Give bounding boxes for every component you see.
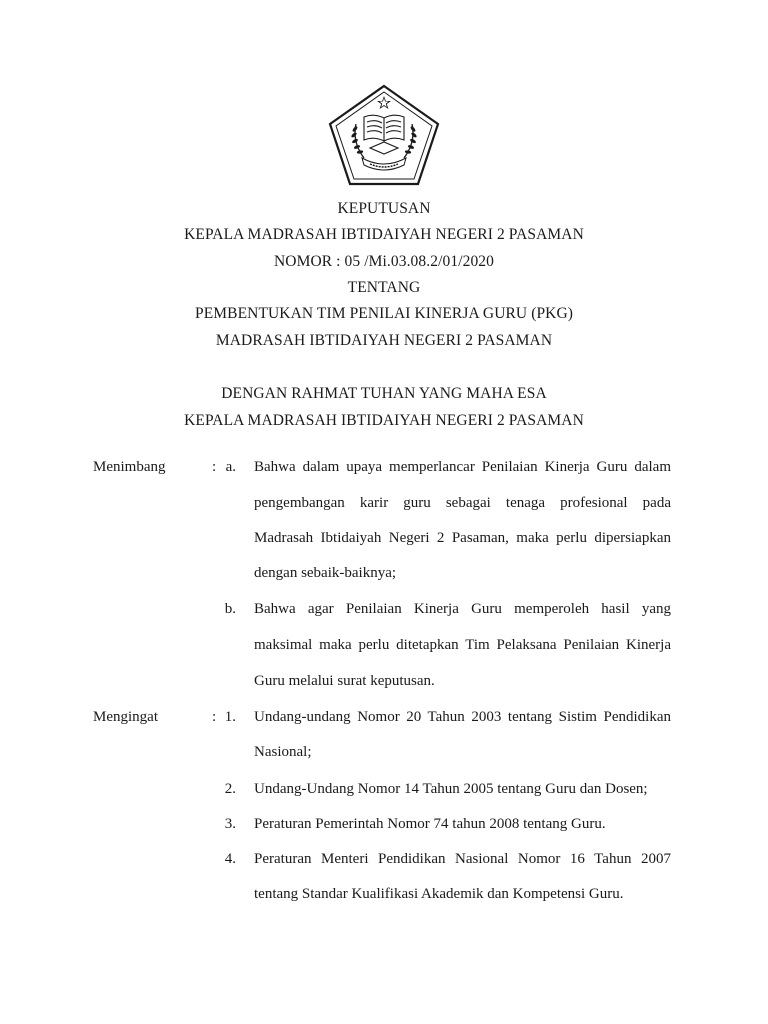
menimbang-label: Menimbang [93, 459, 166, 475]
mengingat-marker-3: 3. [224, 816, 236, 832]
authority-line: KEPALA MADRASAH IBTIDAIYAH NEGERI 2 PASAMAN [184, 412, 584, 429]
mengingat-label: Mengingat [93, 709, 158, 725]
decree-number: NOMOR : 05 /Mi.03.08.2/01/2020 [273, 253, 494, 270]
mengingat-marker-2: 2. [224, 781, 236, 797]
mengingat-colon: : [212, 709, 217, 725]
paragraph-line: Guru melalui surat keputusan. [254, 673, 435, 689]
mengingat-marker-1: 1. [224, 709, 236, 725]
document-type-heading: KEPUTUSAN [337, 200, 431, 217]
paragraph-line: Peraturan Menteri Pendidikan Nasional Nomor 16 Tahun 2007 [254, 851, 671, 867]
menimbang-colon: : [212, 459, 217, 475]
paragraph-line: Undang-undang Nomor 20 Tahun 2003 tentang Sistim Pendidikan [254, 709, 671, 725]
paragraph-line: tentang Standar Kualifikasi Akademik dan Kompetensi Guru. [254, 886, 624, 902]
paragraph-line: maksimal maka perlu ditetapkan Tim Pelaksana Penilaian Kinerja [254, 637, 671, 653]
menimbang-marker-b: b. [224, 601, 236, 617]
paragraph-line: Bahwa dalam upaya memperlancar Penilaian Kinerja Guru dalam [254, 459, 671, 475]
kementerian-agama-emblem-icon [326, 84, 442, 186]
menimbang-marker-a: a. [225, 459, 236, 475]
subject-institution-heading: MADRASAH IBTIDAIYAH NEGERI 2 PASAMAN [215, 332, 553, 349]
paragraph-line: Bahwa agar Penilaian Kinerja Guru memperoleh hasil yang [254, 601, 671, 617]
mengingat-marker-4: 4. [224, 851, 236, 867]
about-heading: TENTANG [347, 279, 421, 296]
subject-heading: PEMBENTUKAN TIM PENILAI KINERJA GURU (PKG) [194, 305, 574, 322]
paragraph-line: pengembangan karir guru sebagai tenaga profesional pada [254, 495, 671, 511]
paragraph-line: dengan sebaik-baiknya; [254, 565, 397, 581]
paragraph-line: Madrasah Ibtidaiyah Negeri 2 Pasaman, maka perlu dipersiapkan [254, 530, 671, 546]
paragraph-line: Peraturan Pemerintah Nomor 74 tahun 2008 tentang Guru. [254, 816, 606, 832]
paragraph-line: Nasional; [254, 744, 312, 760]
invocation-line: DENGAN RAHMAT TUHAN YANG MAHA ESA [221, 385, 547, 402]
paragraph-line: Undang-Undang Nomor 14 Tahun 2005 tentang Guru dan Dosen; [254, 781, 648, 797]
issuer-heading: KEPALA MADRASAH IBTIDAIYAH NEGERI 2 PASAMAN [184, 226, 584, 243]
